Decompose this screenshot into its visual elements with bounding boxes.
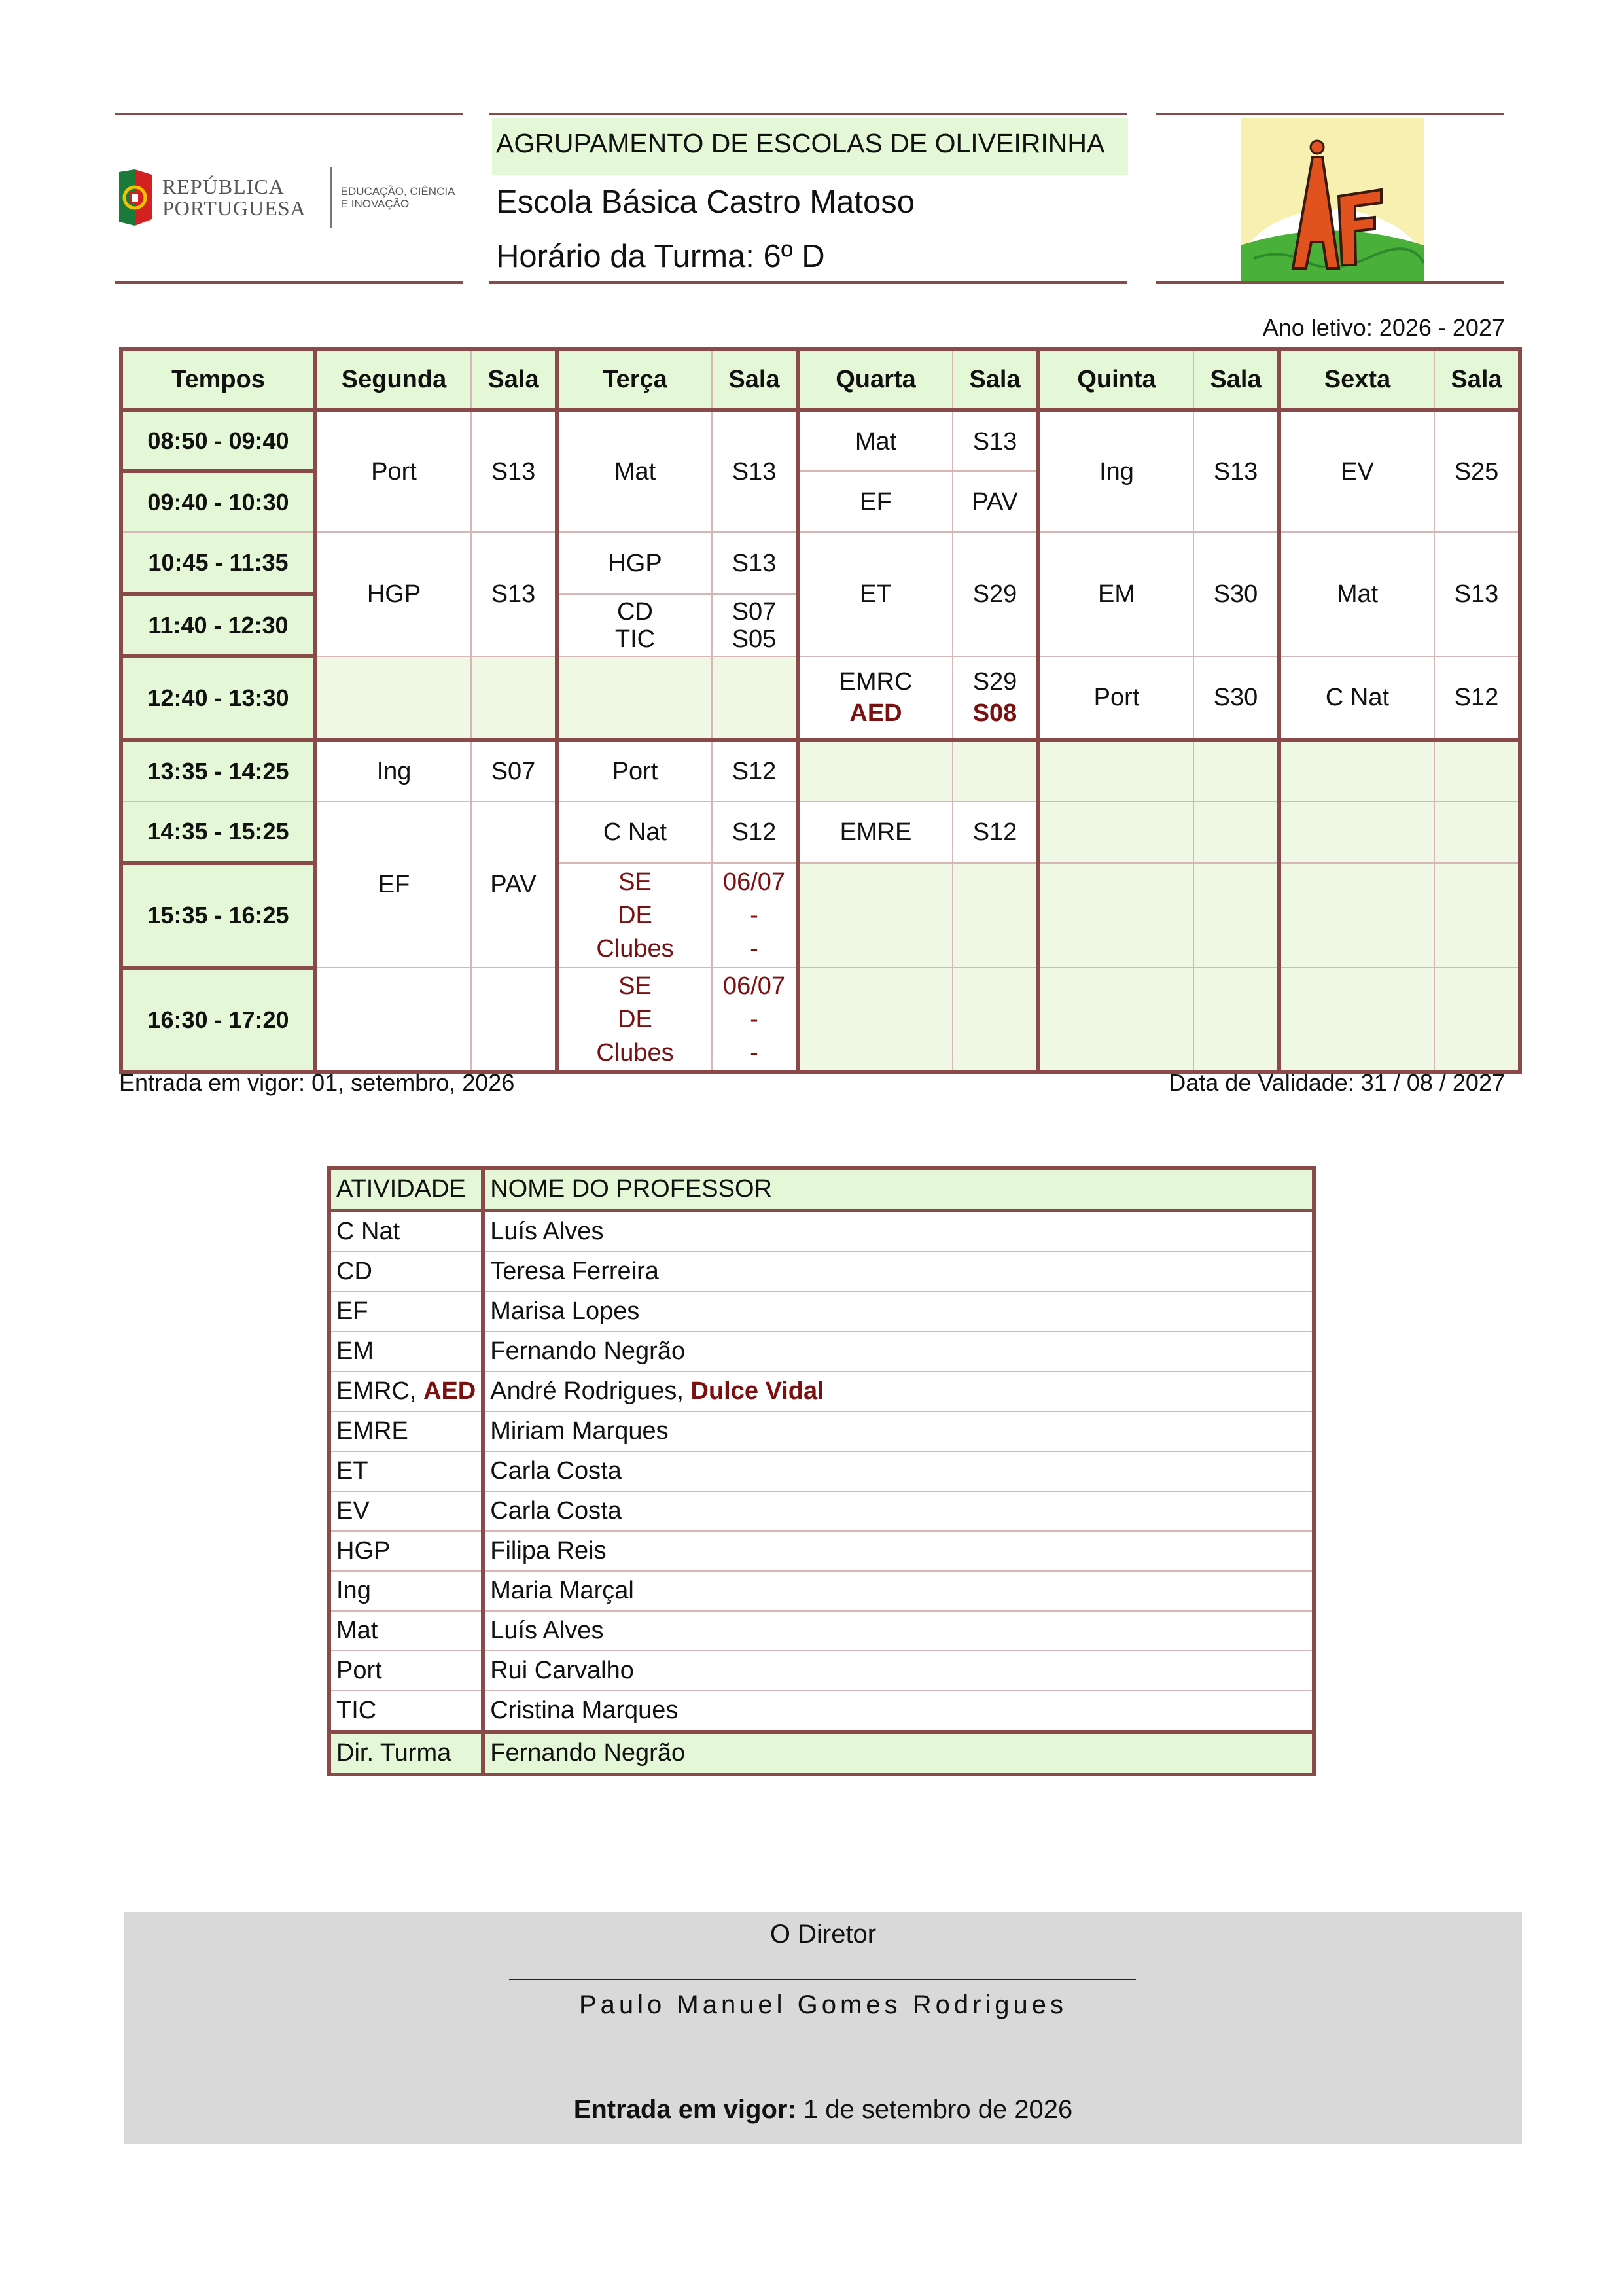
tue-1240-empty (557, 656, 712, 740)
teacher-row (329, 1451, 1314, 1491)
tue-cd-room: S07 (732, 597, 777, 626)
time-slot-1435: 14:35 - 15:25 (121, 802, 315, 863)
mon-block1-subject: Port (315, 410, 471, 532)
tue-block1-room: S13 (712, 410, 798, 532)
fri-1630-empty (1279, 968, 1434, 1072)
teacher-name-text: Cristina Marques (490, 1697, 679, 1724)
header-atividade: ATIVIDADE (329, 1168, 483, 1210)
header-sala-quinta: Sala (1193, 349, 1279, 410)
activity-text: EMRC, (336, 1377, 423, 1405)
tue-1535-clubs-date (712, 863, 798, 968)
teacher-row (329, 1691, 1314, 1732)
teacher-activity (329, 1332, 483, 1371)
teacher-name (483, 1210, 1314, 1252)
header-sala-sexta: Sala (1434, 349, 1520, 410)
header-sala-terca: Sala (712, 349, 798, 410)
teacher-activity (329, 1651, 483, 1691)
tue-1535-date: 06/07 (722, 868, 786, 896)
time-slot-1630: 16:30 - 17:20 (121, 968, 315, 1072)
tue-block1-subject: Mat (557, 410, 712, 532)
teacher-name (483, 1571, 1314, 1611)
wed-block2-subject: ET (798, 532, 953, 656)
header-nome-professor: NOME DO PROFESSOR (483, 1168, 1314, 1210)
teacher-name-text: Luís Alves (490, 1617, 604, 1644)
teacher-name (483, 1252, 1314, 1292)
tue-1630-clubs-date (712, 968, 798, 1072)
fri-block1-room: S25 (1434, 410, 1520, 532)
tue-tic-subject: TIC (614, 625, 656, 653)
wed-1240-rooms (953, 656, 1038, 740)
thu-1630-room-empty (1193, 968, 1279, 1072)
thu-1335-empty (1038, 740, 1193, 802)
class-schedule-title: Horário da Turma: 6º D (496, 239, 825, 274)
tue-1140-subjects (557, 594, 712, 656)
teacher-name (483, 1451, 1314, 1491)
header-sexta: Sexta (1279, 349, 1434, 410)
wed-1335-empty (798, 740, 953, 802)
tue-1630-se: SE (618, 972, 652, 1000)
activity-text: CD (336, 1258, 372, 1285)
tue-1630-clubes: Clubes (596, 1038, 674, 1067)
thu-block2-room: S30 (1193, 532, 1279, 656)
wed-0940-room: PAV (953, 471, 1038, 532)
tue-1630-dash-2: - (750, 1038, 758, 1067)
school-name: Escola Básica Castro Matoso (496, 185, 915, 220)
time-slot-0850: 08:50 - 09:40 (121, 410, 315, 471)
activity-text: C Nat (336, 1218, 400, 1245)
tue-tic-room: S05 (732, 625, 777, 653)
thu-1535-room-empty (1193, 863, 1279, 968)
teachers-table (327, 1166, 1316, 1776)
header-tempos: Tempos (121, 349, 315, 410)
activity-text: Mat (336, 1617, 378, 1644)
tue-1630-clubs (557, 968, 712, 1072)
wed-0850-subject: Mat (798, 410, 953, 471)
tue-1535-se: SE (618, 868, 652, 896)
thu-1435-room-empty (1193, 802, 1279, 863)
fri-block1-subject: EV (1279, 410, 1434, 532)
mon-block1-room: S13 (471, 410, 557, 532)
teacher-name-text: Carla Costa (490, 1457, 622, 1485)
tue-1535-dash-1: - (750, 901, 758, 929)
dir-turma-name: Fernando Negrão (483, 1732, 1314, 1775)
fri-1335-room-empty (1434, 740, 1520, 802)
teacher-name-text: André Rodrigues, (490, 1377, 691, 1405)
fri-1435-empty (1279, 802, 1434, 863)
fri-1240-room: S12 (1434, 656, 1520, 740)
teacher-row (329, 1411, 1314, 1451)
wed-1535-room-empty (953, 863, 1038, 968)
mon-pe-subject: EF (315, 802, 471, 968)
footer-entrada-label: Entrada em vigor: (573, 2095, 796, 2124)
fri-1535-room-empty (1434, 863, 1520, 968)
wed-emrc-subject: EMRC (839, 668, 913, 696)
header-terca: Terça (557, 349, 712, 410)
fri-block2-subject: Mat (1279, 532, 1434, 656)
wed-1435-subject: EMRE (798, 802, 953, 863)
logo-divider (330, 167, 332, 228)
teacher-row (329, 1571, 1314, 1611)
mon-1335-room: S07 (471, 740, 557, 802)
director-title: O Diretor (769, 1920, 877, 1949)
time-slot-1240: 12:40 - 13:30 (121, 656, 315, 740)
header-quinta: Quinta (1038, 349, 1193, 410)
activity-text: HGP (336, 1537, 391, 1564)
mon-1630-empty (315, 968, 471, 1072)
teacher-activity (329, 1371, 483, 1411)
teacher-name (483, 1292, 1314, 1332)
teacher-name (483, 1611, 1314, 1651)
wed-1535-empty (798, 863, 953, 968)
teacher-name-text: Maria Marçal (490, 1577, 634, 1604)
teacher-name-text: Filipa Reis (490, 1537, 607, 1564)
thu-block1-subject: Ing (1038, 410, 1193, 532)
fri-1435-room-empty (1434, 802, 1520, 863)
wed-emrc-room: S29 (972, 668, 1017, 696)
wed-aed-room: S08 (972, 699, 1017, 727)
teacher-activity (329, 1611, 483, 1651)
teacher-activity (329, 1292, 483, 1332)
tue-1535-de: DE (618, 901, 652, 929)
thu-1630-empty (1038, 968, 1193, 1072)
thu-block1-room: S13 (1193, 410, 1279, 532)
portuguese-flag-icon (115, 169, 154, 226)
tue-1140-rooms (712, 594, 798, 656)
fri-1535-empty (1279, 863, 1434, 968)
wed-0940-subject: EF (798, 471, 953, 532)
teacher-row (329, 1651, 1314, 1691)
tue-1045-subject: HGP (557, 532, 712, 594)
agrupamento-title: AGRUPAMENTO DE ESCOLAS DE OLIVEIRINHA (496, 128, 1105, 158)
time-slot-0940: 09:40 - 10:30 (121, 471, 315, 532)
fri-1240-subject: C Nat (1279, 656, 1434, 740)
teacher-activity (329, 1571, 483, 1611)
tue-1335-room: S12 (712, 740, 798, 802)
tue-1435-subject: C Nat (557, 802, 712, 863)
activity-text: EF (336, 1298, 368, 1325)
time-slot-1335: 13:35 - 14:25 (121, 740, 315, 802)
header-quarta: Quarta (798, 349, 953, 410)
educacao-line-2: E INOVAÇÃO (340, 198, 410, 210)
teacher-name-text: Carla Costa (490, 1497, 622, 1525)
footer-entrada-value: 1 de setembro de 2026 (796, 2095, 1073, 2124)
teacher-name-text: Luís Alves (490, 1218, 604, 1245)
tue-1630-date: 06/07 (722, 972, 786, 1000)
activity-text-highlight: AED (423, 1377, 476, 1405)
tue-1535-clubs (557, 863, 712, 968)
teacher-row (329, 1611, 1314, 1651)
header-segunda: Segunda (315, 349, 471, 410)
tue-1630-de: DE (618, 1005, 652, 1033)
teacher-activity (329, 1691, 483, 1732)
tue-1045-room: S13 (712, 532, 798, 594)
dir-turma-label: Dir. Turma (329, 1732, 483, 1775)
mon-1240-room-empty (471, 656, 557, 740)
footer-entrada (124, 2095, 1522, 2125)
thu-1240-room: S30 (1193, 656, 1279, 740)
activity-text: Port (336, 1657, 382, 1684)
thu-1535-empty (1038, 863, 1193, 968)
data-de-validade: Data de Validade: 31 / 08 / 2027 (1169, 1069, 1505, 1096)
republica-portuguesa-logo (115, 167, 455, 228)
tue-1435-room: S12 (712, 802, 798, 863)
teacher-row (329, 1332, 1314, 1371)
mon-1630-room-empty (471, 968, 557, 1072)
time-slot-1140: 11:40 - 12:30 (121, 594, 315, 656)
time-slot-1045: 10:45 - 11:35 (121, 532, 315, 594)
school-year: Ano letivo: 2026 - 2027 (1262, 314, 1505, 341)
teacher-name (483, 1651, 1314, 1691)
fri-1335-empty (1279, 740, 1434, 802)
wed-1335-room-empty (953, 740, 1038, 802)
thu-1240-subject: Port (1038, 656, 1193, 740)
teacher-name (483, 1332, 1314, 1371)
thu-1435-empty (1038, 802, 1193, 863)
tue-1240-room-empty (712, 656, 798, 740)
header-sala-quarta: Sala (953, 349, 1038, 410)
educacao-line-1: EDUCAÇÃO, CIÊNCIA (340, 185, 455, 198)
tue-1535-clubes: Clubes (596, 934, 674, 963)
header-sala-segunda: Sala (471, 349, 557, 410)
tue-1630-dash-1: - (750, 1005, 758, 1033)
fri-1630-room-empty (1434, 968, 1520, 1072)
wed-1435-room: S12 (953, 802, 1038, 863)
teacher-activity (329, 1491, 483, 1531)
thu-1335-room-empty (1193, 740, 1279, 802)
teacher-name (483, 1411, 1314, 1451)
activity-text: EM (336, 1337, 374, 1365)
tue-1335-subject: Port (557, 740, 712, 802)
teacher-activity (329, 1531, 483, 1571)
republica-line-2: PORTUGUESA (162, 196, 306, 220)
class-timetable (119, 347, 1522, 1074)
wed-0850-room: S13 (953, 410, 1038, 471)
tue-cd-subject: CD (617, 597, 653, 626)
teacher-name-text: Rui Carvalho (490, 1657, 634, 1684)
fri-block2-room: S13 (1434, 532, 1520, 656)
activity-text: ET (336, 1457, 368, 1485)
wed-1630-empty (798, 968, 953, 1072)
teacher-activity (329, 1252, 483, 1292)
entrada-em-vigor: Entrada em vigor: 01, setembro, 2026 (119, 1069, 515, 1096)
teacher-row (329, 1292, 1314, 1332)
teacher-name (483, 1691, 1314, 1732)
tue-1535-dash-2: - (750, 934, 758, 963)
teacher-row (329, 1252, 1314, 1292)
wed-aed-subject: AED (849, 699, 902, 727)
teacher-name (483, 1371, 1314, 1411)
school-logo-icon (1241, 118, 1424, 281)
thu-block2-subject: EM (1038, 532, 1193, 656)
time-slot-1535: 15:35 - 16:25 (121, 863, 315, 968)
signature-line (509, 1979, 1136, 1980)
mon-1240-empty (315, 656, 471, 740)
wed-1630-room-empty (953, 968, 1038, 1072)
teacher-activity (329, 1411, 483, 1451)
director-signature-box (124, 1912, 1522, 2144)
wed-1240-subjects (798, 656, 953, 740)
teacher-row (329, 1531, 1314, 1571)
teacher-activity (329, 1210, 483, 1252)
activity-text: EV (336, 1497, 370, 1525)
activity-text: EMRE (336, 1417, 408, 1445)
mon-block2-room: S13 (471, 532, 557, 656)
activity-text: TIC (336, 1697, 377, 1724)
teacher-name (483, 1531, 1314, 1571)
teacher-row (329, 1210, 1314, 1252)
mon-1335-subject: Ing (315, 740, 471, 802)
teacher-name-highlight: Dulce Vidal (690, 1377, 824, 1405)
teacher-activity (329, 1451, 483, 1491)
teacher-name-text: Fernando Negrão (490, 1337, 686, 1365)
wed-block2-room: S29 (953, 532, 1038, 656)
republica-line-1: REPÚBLICA (162, 175, 285, 198)
teacher-name (483, 1491, 1314, 1531)
director-name: Paulo Manuel Gomes Rodrigues (578, 1990, 1068, 2019)
teacher-name-text: Teresa Ferreira (490, 1258, 659, 1285)
teacher-name-text: Marisa Lopes (490, 1298, 640, 1325)
activity-text: Ing (336, 1577, 371, 1604)
teacher-row (329, 1491, 1314, 1531)
mon-pe-room: PAV (471, 802, 557, 968)
teacher-row (329, 1371, 1314, 1411)
teacher-name-text: Miriam Marques (490, 1417, 669, 1445)
mon-block2-subject: HGP (315, 532, 471, 656)
